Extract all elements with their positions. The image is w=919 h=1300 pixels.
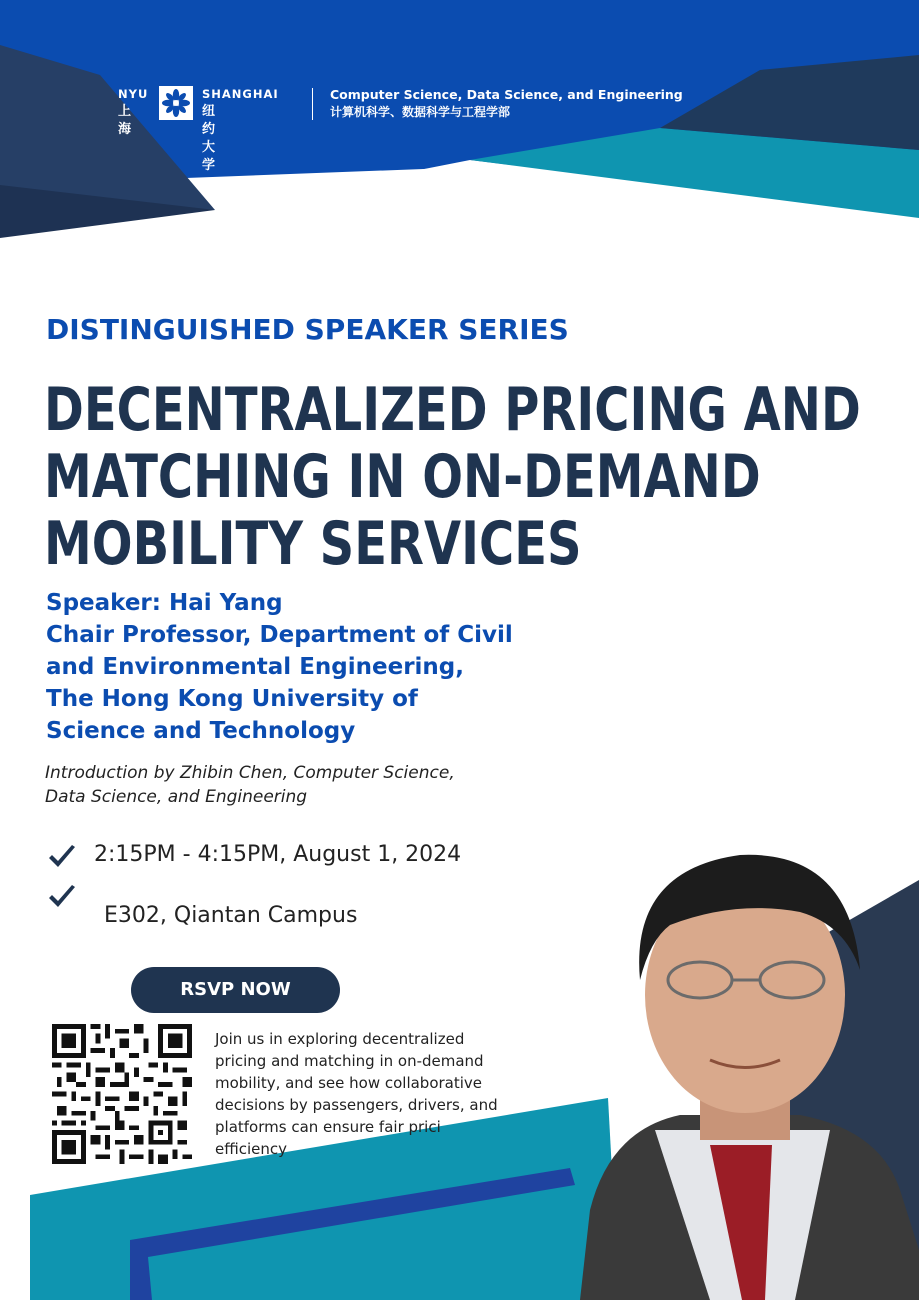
checkmark-icon [47,882,77,912]
introduction-line-1: Introduction by Zhibin Chen, Computer Science, [45,763,455,783]
talk-title-line-1: DECENTRALIZED PRICING AND [44,375,861,445]
flower-logo-icon [159,86,193,120]
talk-title-line-2: MATCHING IN ON-DEMAND [44,442,761,512]
logo-divider [312,88,313,120]
description-line-3: mobility, and see how collaborative [215,1074,483,1092]
speaker-affiliation-line-3: The Hong Kong University of [46,686,418,712]
description-line-4: decisions by passengers, drivers, and [215,1096,498,1114]
logo-nyu-text: NYU [118,87,149,101]
department-name: Computer Science, Data Science, and Engineering [330,87,683,102]
description-line-1: Join us in exploring decentralized [215,1030,465,1048]
rsvp-button[interactable]: RSVP NOW [131,967,340,1013]
description-line-2: pricing and matching in on-demand [215,1052,484,1070]
checkmark-icon [47,842,77,872]
logo-university-cn-text: 纽约大学 [202,104,219,173]
speaker-affiliation-line-2: and Environmental Engineering, [46,654,464,680]
logo-shanghai-text: SHANGHAI [202,87,279,101]
series-heading: DISTINGUISHED SPEAKER SERIES [46,313,569,346]
event-time: 2:15PM - 4:15PM, August 1, 2024 [94,842,462,867]
description-line-6: efficiency [215,1140,288,1158]
introduction-line-2: Data Science, and Engineering [45,787,308,807]
qr-code-icon[interactable] [52,1024,192,1164]
description-line-5: platforms can ensure fair prici [215,1118,441,1136]
department-name-cn: 计算机科学、数据科学与工程学部 [330,105,511,119]
speaker-affiliation-line-1: Chair Professor, Department of Civil [46,622,513,648]
logo-shanghai-cn-text: 上海 [118,104,132,137]
speaker-affiliation-line-4: Science and Technology [46,718,356,744]
event-location: E302, Qiantan Campus [104,903,358,928]
speaker-name: Speaker: Hai Yang [46,590,283,616]
speaker-photo [560,830,919,1300]
talk-title-line-3: MOBILITY SERVICES [44,509,582,579]
